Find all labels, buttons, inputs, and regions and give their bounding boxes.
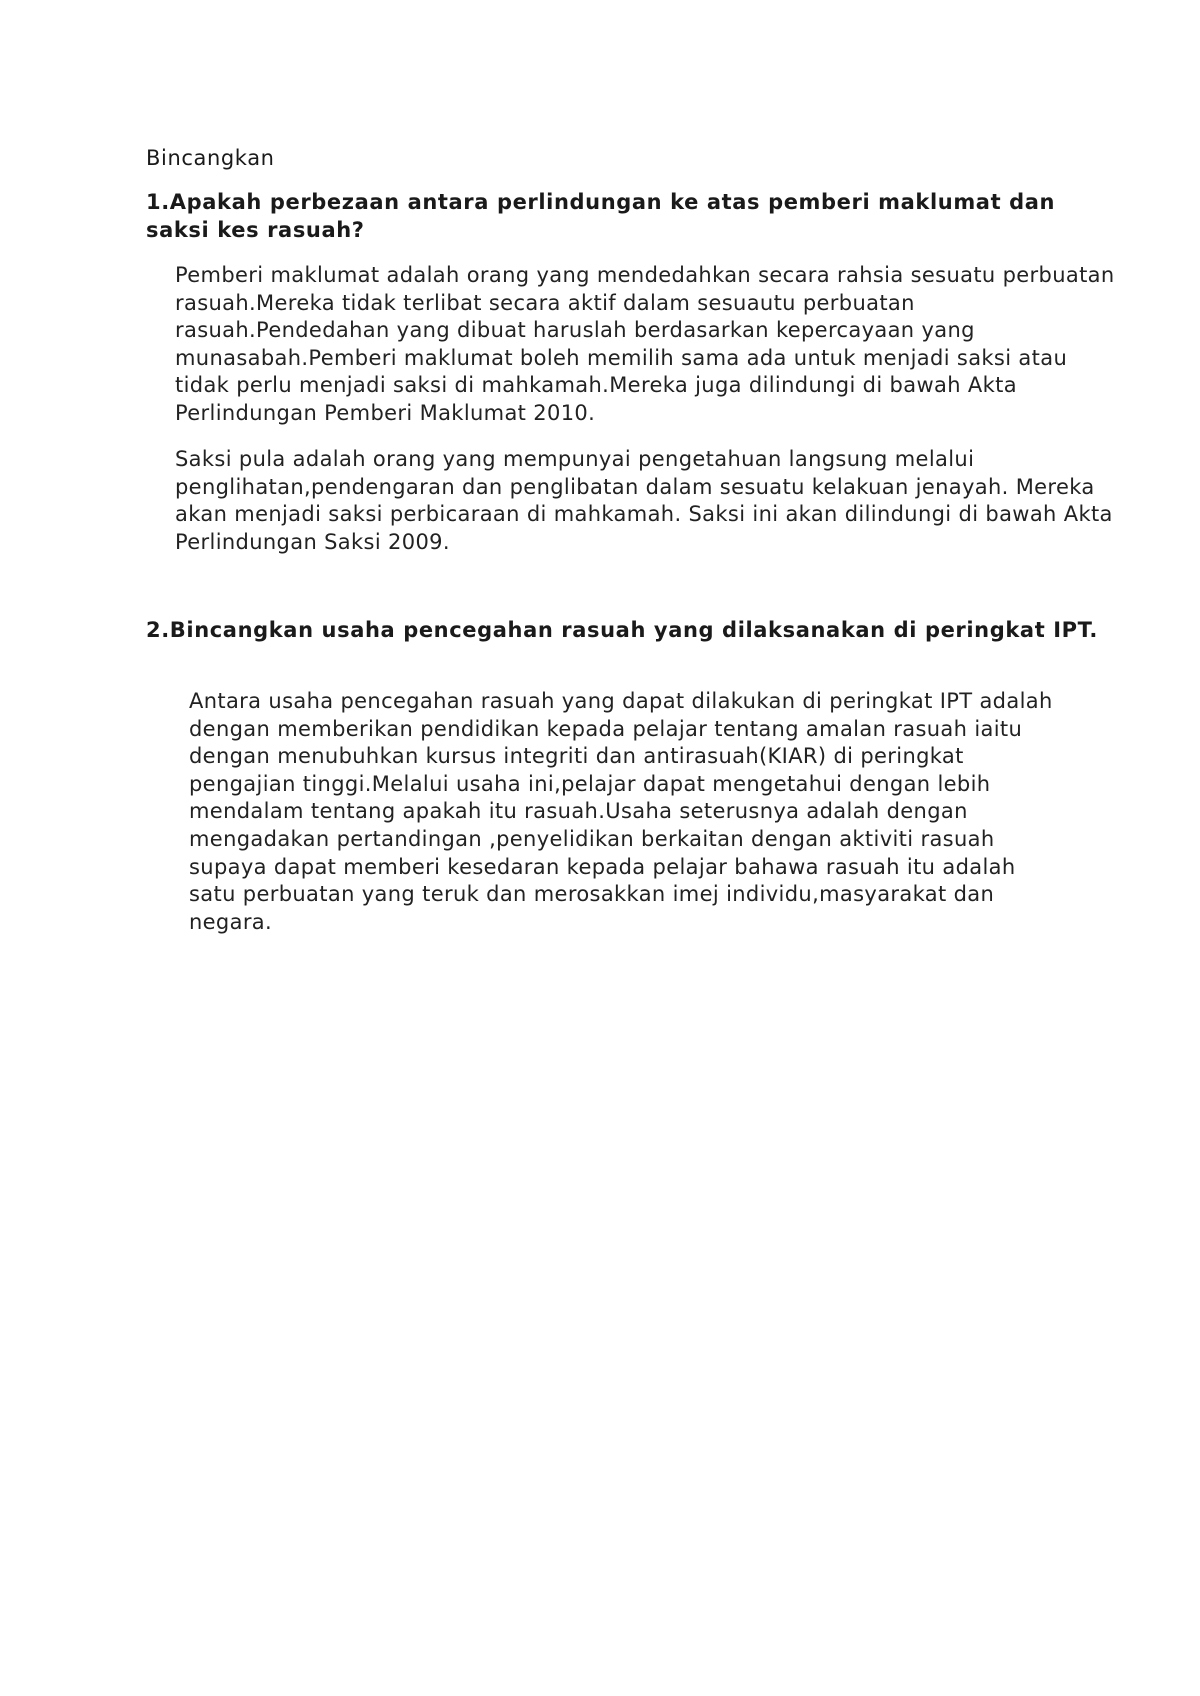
document-heading: Bincangkan: [146, 146, 275, 170]
question-1-answer-paragraph-2: Saksi pula adalah orang yang mempunyai pengetahuan langsung melalui penglihatan,pendengaran dan penglibatan dalam sesuatu kelakuan jenayah. Mereka akan menjadi saksi perbicaraan di mahkamah. Saksi ini akan dilindungi di bawah Akta Perlindungan Saksi 2009.: [175, 447, 1113, 554]
question-2-title: 2.Bincangkan usaha pencegahan rasuah yang dilaksanakan di peringkat IPT.: [146, 618, 1098, 642]
question-1-title: 1.Apakah perbezaan antara perlindungan ke atas pemberi maklumat dan saksi kes rasuah?: [146, 190, 1056, 242]
question-1-answer-paragraph-1: Pemberi maklumat adalah orang yang mendedahkan secara rahsia sesuatu perbuatan rasuah.Mereka tidak terlibat secara aktif dalam sesuautu perbuatan rasuah.Pendedahan yang dibuat haruslah berdasarkan kepercayaan yang munasabah.Pemberi maklumat boleh memilih sama ada untuk menjadi saksi atau tidak perlu menjadi saksi di mahkamah.Mereka juga dilindungi di bawah Akta Perlindungan Pemberi Maklumat 2010.: [175, 263, 1115, 425]
question-2-answer-paragraph-1: Antara usaha pencegahan rasuah yang dapat dilakukan di peringkat IPT adalah dengan memberikan pendidikan kepada pelajar tentang amalan rasuah iaitu dengan menubuhkan kursus integriti dan antirasuah(KIAR) di peringkat pengajian tinggi.Melalui usaha ini,pelajar dapat mengetahui dengan lebih mendalam tentang apakah itu rasuah.Usaha seterusnya adalah dengan mengadakan pertandingan ,penyelidikan berkaitan dengan aktiviti rasuah supaya dapat memberi kesedaran kepada pelajar bahawa rasuah itu adalah satu perbuatan yang teruk dan merosakkan imej individu,masyarakat dan negara.: [189, 689, 1053, 934]
